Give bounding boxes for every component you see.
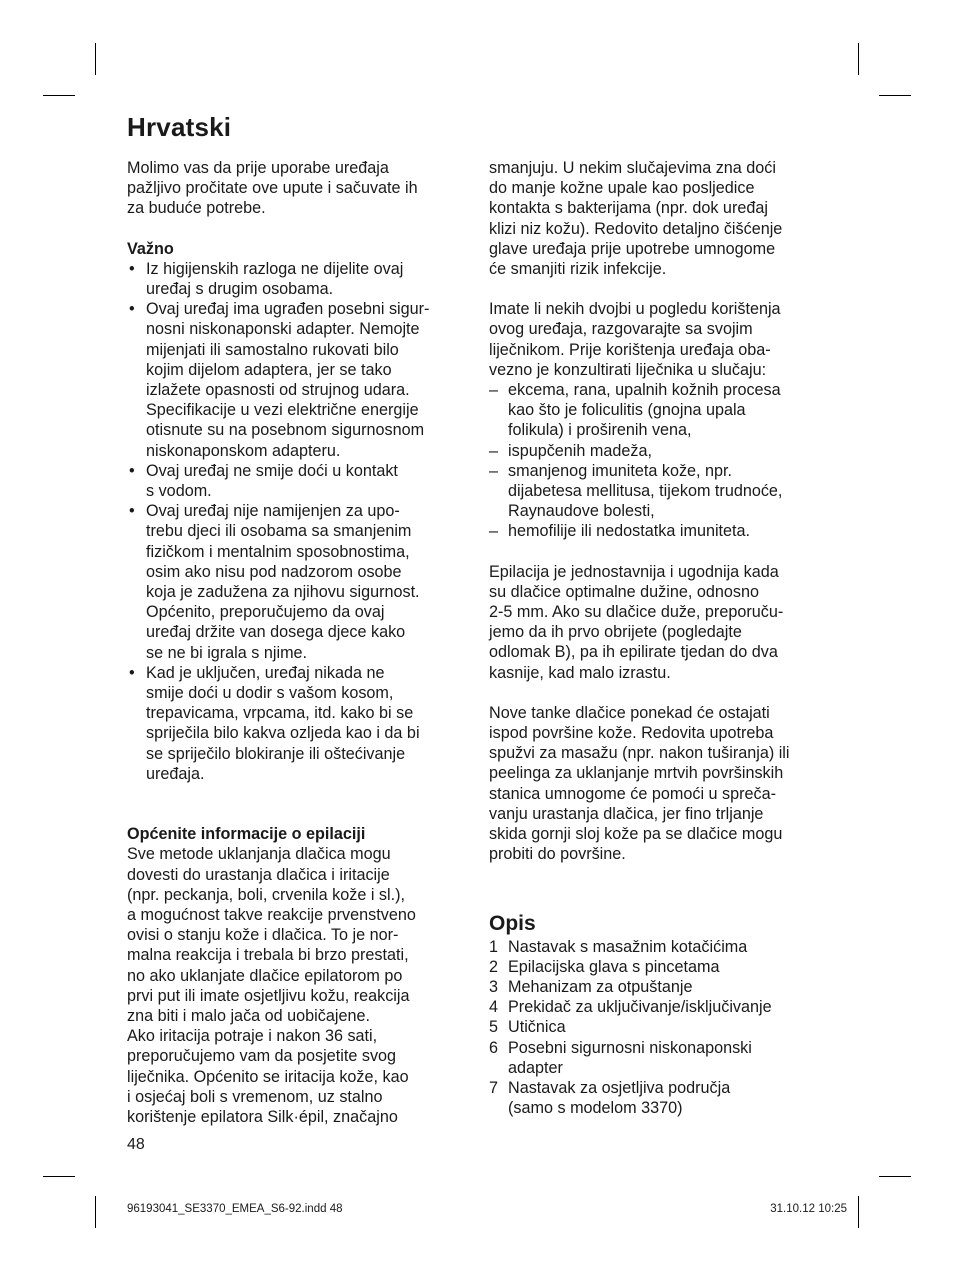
text-line: mijenjati ili samostalno rukovati bilo (146, 340, 399, 359)
text-line: Ovaj uređaj ima ugrađen posebni sigur- (146, 300, 430, 319)
text-line: smanjenog imuniteta kože, npr. (508, 461, 733, 480)
text-line: vezno je konzultirati liječnika u slučaju: (489, 360, 767, 379)
text-line: dijabetesa mellitusa, tijekom trudnoće, (508, 482, 783, 501)
list-item (127, 299, 472, 461)
list-item (127, 501, 472, 663)
text-line: kojim dijelom adaptera, jer se tako (146, 360, 392, 379)
part-number: 3 (489, 977, 499, 996)
text-line: skida gornji sloj kože pa se dlačice mogu (489, 825, 783, 844)
text-line: osim ako nisu pod nadzorom osobe (146, 562, 402, 581)
text-line: Ovaj uređaj ne smije doći u kontakt (146, 461, 398, 480)
text-line: Imate li nekih dvojbi u pogledu korištenja (489, 300, 781, 319)
crop-mark (858, 43, 859, 75)
page-title: Hrvatski (127, 112, 232, 142)
text-line: će smanjiti rizik infekcije. (489, 260, 667, 279)
text-line: klizi niz kožu). Redovito detaljno čišćenje (489, 219, 783, 238)
text-line: Ako iritacija potraje i nakon 36 sati, (127, 1027, 378, 1046)
crop-mark (95, 1196, 96, 1228)
text-line: trebu djeci ili osobama sa smanjenim (146, 522, 412, 541)
important-list (127, 259, 472, 784)
part-label: Nastavak s masažnim kotačićima (508, 937, 748, 956)
text-line: a mogućnost takve reakcije prvenstveno (127, 905, 416, 924)
page-number: 48 (127, 1136, 145, 1153)
part-item (489, 1038, 834, 1078)
important-heading: Važno (127, 239, 174, 258)
text-line: kontakta s bakterijama (npr. dok uređaj (489, 199, 768, 218)
text-line: se spriječilo blokiranje ili oštećivanje (146, 744, 406, 763)
crop-mark (858, 1196, 859, 1228)
part-label: Nastavak za osjetljiva područja (508, 1078, 731, 1097)
text-line: niskonaponskom adapteru. (146, 441, 341, 460)
infection-paragraph (489, 158, 834, 279)
crop-mark (43, 1176, 75, 1177)
text-line: pažljivo pročitate ove upute i sačuvate ih (127, 179, 418, 198)
text-line: Epilacija je jednostavnija i ugodnija kada (489, 562, 779, 581)
list-item (489, 521, 834, 541)
part-item (489, 997, 834, 1017)
text-line: vanju urastanja dlačica, jer fino trljanje (489, 804, 764, 823)
text-line: odlomak B), pa ih epilirate tjedan do dva (489, 643, 778, 662)
text-line: do manje kožne upale kao posljedice (489, 179, 755, 198)
text-line: Općenito, preporučujemo da ovaj (146, 603, 385, 622)
part-label: Prekidač za uključivanje/isključivanje (508, 998, 772, 1017)
text-line: ispod površine kože. Redovita upotreba (489, 724, 774, 743)
left-column (127, 158, 472, 1127)
text-line: zna biti i malo jača od uobičajene. (127, 1006, 370, 1025)
part-number: 7 (489, 1078, 499, 1097)
text-line: no ako uklanjate dlačice epilatorom po (127, 966, 403, 985)
text-line: peelinga za uklanjanje mrtvih površinskih (489, 764, 784, 783)
doctor-paragraph (489, 299, 834, 380)
list-item (127, 259, 472, 299)
text-line: spriječila bilo kakva ozljeda kao i da bi (146, 724, 420, 743)
text-line: korištenje epilatora Silk·épil, značajno (127, 1107, 398, 1126)
text-line: trepavicama, vrpcama, itd. kako bi se (146, 704, 414, 723)
text-line: glave uređaja prije upotrebe umnogome (489, 239, 776, 258)
text-line: hemofilije ili nedostatka imuniteta. (508, 522, 751, 541)
text-line: Nove tanke dlačice ponekad će ostajati (489, 703, 770, 722)
hair-length-paragraph (489, 562, 834, 683)
part-item (489, 977, 834, 997)
part-number: 6 (489, 1038, 499, 1057)
text-line: Molimo vas da prije uporabe uređaja (127, 159, 389, 177)
part-number: 5 (489, 1018, 499, 1037)
text-line: za buduće potrebe. (127, 199, 266, 218)
footer-date: 31.10.12 10:25 (770, 1203, 847, 1215)
text-line: fizičkom i mentalnim sposobnostima, (146, 542, 410, 561)
text-line: liječnikom. Prije korištenja uređaja oba- (489, 340, 771, 359)
part-label: Epilacijska glava s pincetama (508, 957, 720, 976)
text-line: se ne bi igrala s njime. (146, 643, 308, 662)
footer-file: 96193041_SE3370_EMEA_S6-92.indd 48 (127, 1203, 343, 1215)
text-line: i osjećaj boli s vremenom, uz stalno (127, 1087, 383, 1106)
text-line: s vodom. (146, 482, 212, 501)
list-item (127, 461, 472, 501)
list-item (489, 461, 834, 522)
part-label: Posebni sigurnosni niskonaponski (508, 1038, 752, 1057)
text-line: malna reakcija i trebala bi brzo prestati, (127, 946, 409, 965)
crop-mark (43, 95, 75, 96)
text-line: Raynaudove bolesti, (508, 502, 655, 521)
opis-heading: Opis (489, 911, 536, 935)
conditions-list (489, 380, 834, 542)
part-number: 1 (489, 937, 499, 956)
text-line: uređaj s drugim osobama. (146, 280, 334, 299)
list-item (127, 663, 472, 784)
text-line: su dlačice optimalne dužine, odnosno (489, 582, 759, 601)
text-line: otisnute su na posebnom sigurnosnom (146, 421, 425, 440)
text-line: prvi put ili imate osjetljivu kožu, reakcija (127, 986, 410, 1005)
crop-mark (879, 1176, 911, 1177)
text-line: jemo da ih prvo obrijete (pogledajte (489, 623, 742, 642)
text-line: ovisi o stanju kože i dlačica. To je nor- (127, 926, 399, 945)
text-line: nosni niskonaponski adapter. Nemojte (146, 320, 420, 339)
text-line: (npr. peckanja, boli, crvenila kože i sl.), (127, 885, 406, 904)
crop-mark (95, 43, 96, 75)
text-line: smije doći u dodir s vašom kosom, (146, 684, 394, 703)
part-label: Mehanizam za otpuštanje (508, 977, 693, 996)
part-item (489, 957, 834, 977)
text-line: koja je zadužena za njihovu sigurnost. (146, 583, 420, 602)
text-line: ispupčenih madeža, (508, 441, 652, 460)
text-line: uređaj držite van dosega djece kako (146, 623, 406, 642)
text-line: smanjuju. U nekim slučajevima zna doći (489, 159, 776, 177)
part-item (489, 1017, 834, 1037)
general-heading: Općenite informacije o epilaciji (127, 825, 366, 844)
ingrown-hair-paragraph (489, 703, 834, 865)
text-line: 2-5 mm. Ako su dlačice duže, preporuču- (489, 603, 784, 622)
text-line: Iz higijenskih razloga ne dijelite ovaj (146, 259, 404, 278)
text-line: Ovaj uređaj nije namijenjen za upo- (146, 502, 400, 521)
part-item (489, 1078, 834, 1118)
list-item (489, 380, 834, 441)
part-label: (samo s modelom 3370) (508, 1099, 683, 1118)
parts-list (489, 937, 834, 1119)
text-line: Specifikacije u vezi električne energije (146, 401, 419, 420)
text-line: ovog uređaja, razgovarajte sa svojim (489, 320, 753, 339)
text-line: stanica umnogome će pomoći u spreča- (489, 784, 777, 803)
part-item (489, 937, 834, 957)
text-line: kasnije, kad malo izrastu. (489, 663, 671, 682)
part-number: 4 (489, 998, 499, 1017)
text-line: probiti do površine. (489, 845, 626, 864)
text-line: Sve metode uklanjanja dlačica mogu (127, 845, 391, 864)
text-line: liječnika. Općenito se iritacija kože, kao (127, 1067, 409, 1086)
text-line: Kad je uključen, uređaj nikada ne (146, 663, 385, 682)
text-line: dovesti do urastanja dlačica i iritacije (127, 865, 390, 884)
text-line: ekcema, rana, upalnih kožnih procesa (508, 381, 781, 400)
text-line: izlažete opasnosti od strujnog udara. (146, 381, 410, 400)
text-line: spužvi za masažu (npr. nakon tuširanja) ili (489, 744, 790, 763)
right-column (489, 158, 834, 1118)
text-line: uređaja. (146, 764, 205, 783)
general-paragraph (127, 844, 472, 1127)
part-label: Utičnica (508, 1018, 566, 1037)
part-number: 2 (489, 957, 499, 976)
list-item (489, 441, 834, 461)
text-line: preporučujemo vam da posjetite svog (127, 1047, 397, 1066)
text-line: folikula) i proširenih vena, (508, 421, 692, 440)
crop-mark (879, 95, 911, 96)
text-line: kao što je foliculitis (gnojna upala (508, 401, 746, 420)
part-label: adapter (508, 1058, 563, 1077)
intro-paragraph (127, 158, 472, 219)
